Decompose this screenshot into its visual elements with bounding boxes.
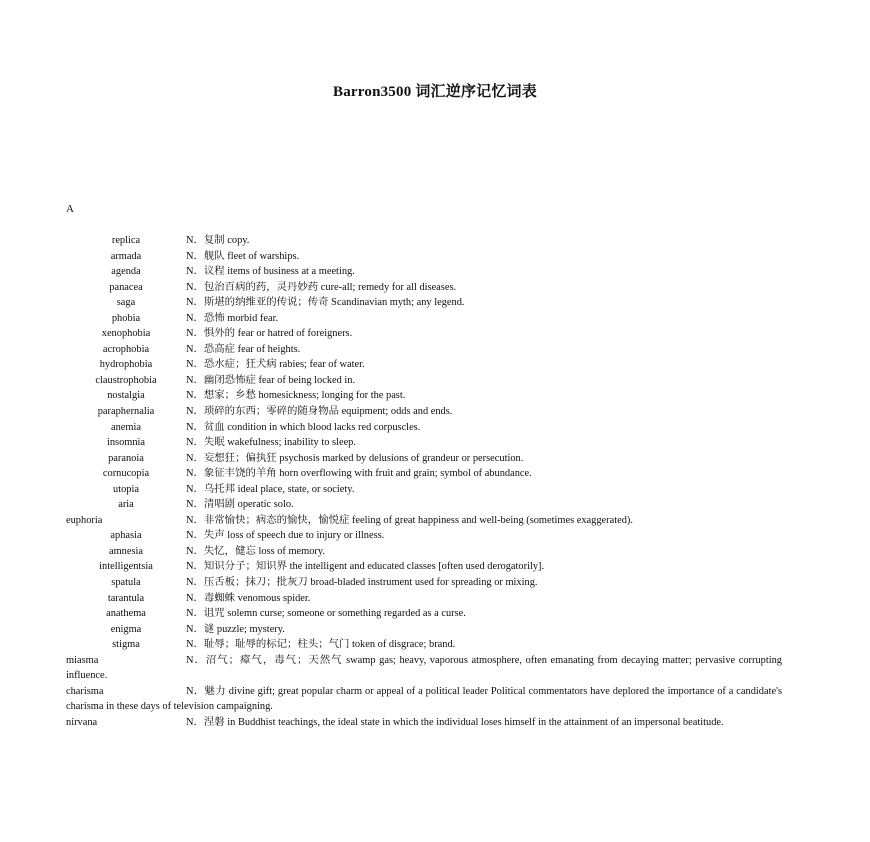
entry-word: agenda	[111, 266, 141, 278]
entry-definition: N．知识分子；知识界 the intelligent and educated classes [often used derogatorily].	[186, 561, 545, 573]
entry-word: anathema	[106, 608, 146, 620]
entry-definition: N．恐怖 morbid fear.	[186, 312, 279, 324]
section-letter: A	[66, 203, 74, 215]
entry-definition: N．沼气；瘴气，毒气；天然气 swamp gas; heavy, vaporous atmosphere, often emanating from decaying matter; pervasive corrupting influence.	[66, 654, 782, 682]
entry-word: xenophobia	[101, 328, 151, 340]
entry-word: utopia	[113, 483, 139, 495]
list-item	[66, 451, 782, 467]
entry-word: miasma	[66, 654, 99, 666]
entry-definition: N．乌托邦 ideal place, state, or society.	[186, 483, 355, 495]
entry-word: anemia	[111, 421, 141, 433]
list-item	[66, 233, 782, 249]
entry-word: tarantula	[107, 592, 145, 604]
entry-definition: N．贫血 condition in which blood lacks red corpuscles.	[186, 421, 421, 433]
list-item	[66, 404, 782, 420]
entry-definition: N．压舌板；抹刀；批灰刀 broad-bladed instrument used for spreading or mixing.	[186, 577, 538, 589]
entry-word: saga	[116, 297, 136, 309]
list-item	[66, 575, 782, 591]
list-item	[66, 373, 782, 389]
entry-word: enigma	[110, 623, 142, 635]
list-item	[66, 497, 782, 513]
entry-definition: N．议程 items of business at a meeting.	[186, 266, 355, 278]
entry-definition: N．谜 puzzle; mystery.	[186, 623, 285, 635]
entry-definition: N．舰队 fleet of warships.	[186, 250, 300, 262]
entry-word: panacea	[109, 281, 143, 293]
entry-definition: N．斯堪的纳维亚的传说；传奇 Scandinavian myth; any legend.	[186, 297, 465, 309]
entry-word: claustrophobia	[95, 374, 157, 386]
list-item	[66, 528, 782, 544]
entry-word: euphoria	[66, 514, 103, 526]
list-item	[66, 357, 782, 373]
list-item	[66, 715, 782, 731]
list-item	[66, 591, 782, 607]
list-item	[66, 264, 782, 280]
entry-definition: N．包治百病的药，灵丹妙药 cure-all; remedy for all diseases.	[186, 281, 457, 293]
page-title: Barron3500 词汇逆序记忆词表	[333, 84, 537, 100]
entry-definition: N．失眠 wakefulness; inability to sleep.	[186, 437, 356, 449]
entry-definition: N．清唱剧 operatic solo.	[186, 499, 294, 511]
entry-definition: N．琐碎的东西；零碎的随身物品 equipment; odds and ends.	[186, 406, 453, 418]
entry-definition: N．想家；乡愁 homesickness; longing for the past.	[186, 390, 406, 402]
entry-definition: N．耻辱；耻辱的标记；柱头；气门 token of disgrace; brand.	[186, 639, 456, 651]
entry-definition: N．涅磐 in Buddhist teachings, the ideal state in which the individual loses himself in the attainment of an impersonal beatitude.	[186, 716, 724, 728]
entry-definition: N．失声 loss of speech due to injury or illness.	[186, 530, 385, 542]
entry-word: nirvana	[66, 716, 98, 728]
entry-word: charisma	[66, 685, 104, 697]
list-item	[66, 637, 782, 653]
entry-word: aphasia	[110, 530, 142, 542]
list-item	[66, 482, 782, 498]
entry-definition: N．幽闭恐怖症 fear of being locked in.	[186, 374, 356, 386]
list-item	[66, 295, 782, 311]
list-item	[66, 280, 782, 296]
entry-definition: N．恐水症；狂犬病 rabies; fear of water.	[186, 359, 365, 371]
entry-definition: N．毒蜘蛛 venomous spider.	[186, 592, 311, 604]
list-item	[66, 684, 782, 715]
entry-word: amnesia	[108, 545, 144, 557]
list-item	[66, 544, 782, 560]
list-item	[66, 249, 782, 265]
entry-list	[66, 233, 782, 731]
list-item	[66, 606, 782, 622]
entry-word: nostalgia	[107, 390, 145, 402]
entry-definition: N．恐高症 fear of heights.	[186, 343, 301, 355]
entry-definition: N．非常愉快；病态的愉快，愉悦症 feeling of great happiness and well-being (sometimes exaggerated).	[186, 514, 633, 526]
entry-definition: N．惧外的 fear or hatred of foreigners.	[186, 328, 353, 340]
entry-word: replica	[111, 235, 141, 246]
list-item	[66, 653, 782, 684]
list-item	[66, 513, 782, 529]
entry-word: acrophobia	[102, 343, 150, 355]
list-item	[66, 559, 782, 575]
entry-word: spatula	[111, 577, 141, 589]
list-item	[66, 622, 782, 638]
entry-word: stigma	[112, 639, 140, 651]
entry-word: armada	[110, 250, 142, 262]
list-item	[66, 388, 782, 404]
entry-definition: N．复制 copy.	[186, 235, 250, 246]
entry-word: hydrophobia	[99, 359, 153, 371]
entry-definition: N．诅咒 solemn curse; someone or something regarded as a curse.	[186, 608, 466, 620]
list-item	[66, 326, 782, 342]
entry-word: cornucopia	[102, 468, 150, 480]
list-item	[66, 466, 782, 482]
entry-word: paraphernalia	[97, 406, 155, 418]
entry-definition: N．失忆，健忘 loss of memory.	[186, 545, 326, 557]
list-item	[66, 311, 782, 327]
entry-word: insomnia	[106, 437, 146, 449]
entry-definition: N．妄想狂；偏执狂 psychosis marked by delusions of grandeur or persecution.	[186, 452, 524, 464]
list-item	[66, 420, 782, 436]
entry-word: phobia	[111, 312, 141, 324]
entry-definition: N．魅力 divine gift; great popular charm or appeal of a political leader Political commentators have deplored the importance of a candidate's charisma in these days of television campaigning.	[66, 685, 782, 713]
entry-word: aria	[118, 499, 134, 511]
entry-word: intelligentsia	[99, 561, 153, 573]
entry-word: paranoia	[108, 452, 144, 464]
list-item	[66, 342, 782, 358]
list-item	[66, 435, 782, 451]
entry-definition: N．象征丰饶的羊角 horn overflowing with fruit and grain; symbol of abundance.	[186, 468, 532, 480]
